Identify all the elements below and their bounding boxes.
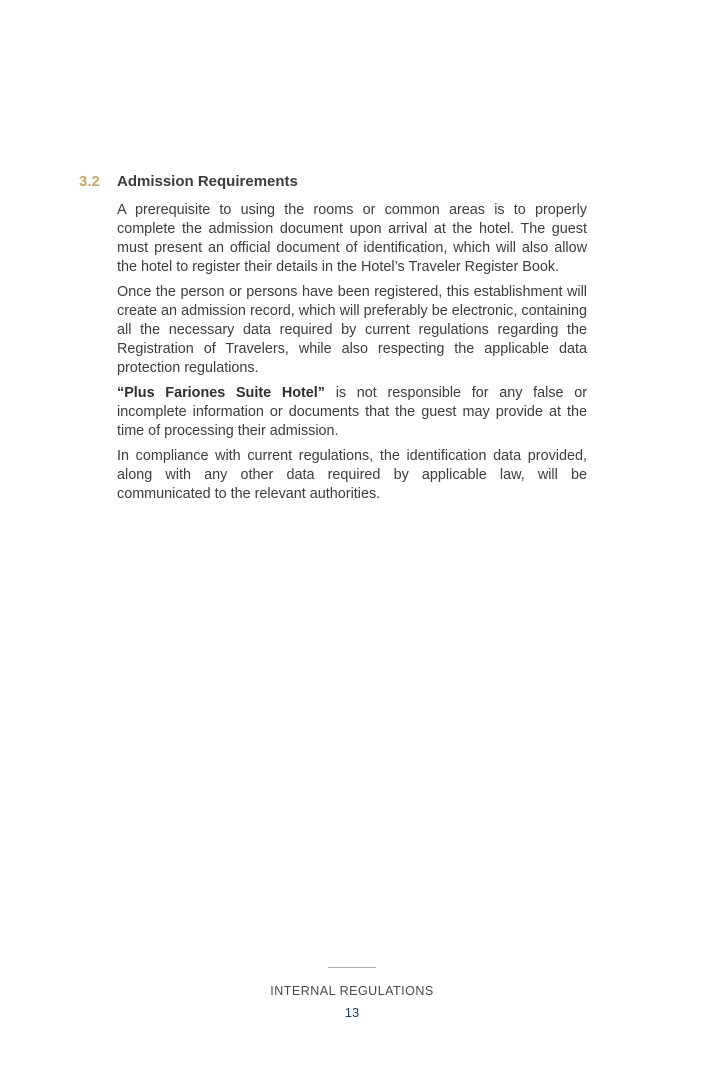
footer-title: INTERNAL REGULATIONS [270, 984, 434, 998]
section-3-2 [79, 173, 587, 510]
page-footer [0, 967, 704, 1020]
paragraph-compliance: In compliance with current regulations, the identification data provided, along with any other data required by applicable law, will be communicated to the relevant authorities. [117, 448, 587, 502]
section-header [79, 173, 587, 197]
paragraph-registration: Once the person or persons have been registered, this establishment will create an admission record, which will preferably be electronic, containing all the necessary data required by current regulations regarding the Registration of Travelers, while also respecting the applicable data protection regulations. [117, 284, 587, 376]
section-number: 3.2 [79, 173, 100, 190]
page-number: 13 [344, 1005, 360, 1020]
paragraph-prerequisite: A prerequisite to using the rooms or common areas is to properly complete the admission document upon arrival at the hotel. The guest must present an official document of identification, which will also allow the hotel to register their details in the Hotel’s Traveler Register Book. [117, 202, 587, 275]
disclaimer-text: is not responsible for any false or incomplete information or documents that the guest may provide at the time of processing their admission. [117, 385, 588, 439]
footer-divider [328, 967, 376, 968]
section-title: Admission Requirements [117, 173, 298, 190]
section-body [117, 201, 587, 504]
paragraph-disclaimer [117, 384, 587, 441]
hotel-name: “Plus Fariones Suite Hotel” [117, 385, 325, 401]
